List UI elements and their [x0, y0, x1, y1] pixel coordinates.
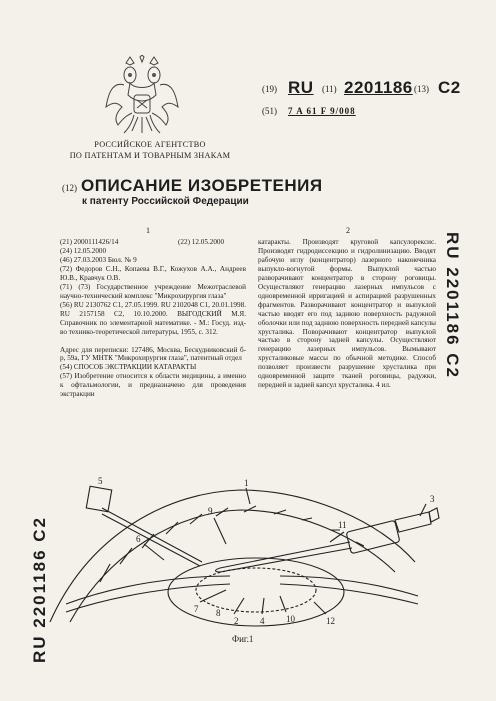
code-51: (51): [262, 106, 277, 116]
document-subtitle: к патенту Российской Федерации: [82, 196, 249, 207]
fig-label-3: 3: [430, 494, 435, 504]
application-number: (21) 2000111426/14: [60, 238, 119, 246]
code-19: (19): [262, 84, 277, 94]
figure-caption: Фиг.1: [232, 634, 254, 644]
publication-date: (46) 27.03.2003 Бюл. № 9: [60, 255, 137, 264]
fig-label-10: 10: [286, 614, 295, 624]
column-2-number: 2: [346, 226, 350, 235]
agency-line-1: РОССИЙСКОЕ АГЕНТСТВО: [94, 140, 206, 149]
fig-label-11: 11: [338, 520, 347, 530]
fig-label-5: 5: [98, 476, 103, 486]
agency-line-2: ПО ПАТЕНТАМ И ТОВАРНЫМ ЗНАКАМ: [69, 150, 231, 160]
cited-references: (56) RU 2130762 C1, 27.05.1999. RU 2102048 C1, 20.01.1998. RU 2157158 C2, 10.10.2000. ВЫГОДСКИЙ М.Я. Справочник по элементарной математике. - М.: Госуд. изд-во технико-теоретической литературы, 1955, с. 312.: [60, 300, 246, 336]
fig-label-12: 12: [326, 616, 335, 626]
abstract-text: катаракты. Производят круговой капсулорексис. Производят гидродиссекцию и гидролинизацию. Вводят рабочую иглу (концентратор) лазерного наконечника выпукло-вогнутой формы. Выпуклой частью разворачивают концентратор в сторону роговицы. Осуществляют генерацию лазерных импульсов с одновременной ирригацией и аспирацией разрушенных фрагментов. Разворачивают концентратор и выпуклой частью вводят его под заднюю поверхность радужной оболочки или под заднюю поверхность передней капсулы хрусталика. Поворачивают концентратор выпуклой частью в сторону задней капсулы. Осуществляют генерацию лазерных импульсов. Вымывают хрусталиковые массы по обычной методике. Способ позволяет произвести разрушение хрусталика при одновременной защите тканей роговицы, радужки, передней и задней капсул хрусталика. 4 ил.: [258, 238, 436, 390]
patent-number: 2201186: [344, 78, 413, 97]
side-label-right-text: RU 2201186 C2: [443, 232, 462, 379]
abstract-start: (57) Изобретение относится к области медицины, а именно к офтальмологии, и предназначено для проведения экстракции: [60, 372, 246, 399]
side-label-left-text: RU 2201186 C2: [30, 516, 49, 663]
fig-label-1: 1: [244, 478, 249, 488]
code-11: (11): [322, 84, 337, 94]
coat-of-arms-emblem: [104, 55, 180, 137]
invention-title: (54) СПОСОБ ЭКСТРАКЦИИ КАТАРАКТЫ: [60, 363, 197, 372]
title-text: ОПИСАНИЕ ИЗОБРЕТЕНИЯ: [81, 176, 323, 195]
fig-label-8: 8: [216, 608, 221, 618]
fig-label-4: 4: [260, 616, 265, 626]
correspondence-address: Адрес для переписки: 127486, Москва, Бескудниковский б-р, 59а, ГУ МНТК "Микрохирургия глаза", патентный отдел: [60, 345, 246, 363]
kind-code: C2: [438, 78, 461, 97]
patent-owner: (71) (73) Государственное учреждение Межотраслевой научно-технический комплекс "Микрохирургия глаза": [60, 282, 246, 300]
fig-label-9: 9: [208, 506, 213, 516]
filing-date: (22) 12.05.2000: [178, 238, 225, 246]
abstract-column: [258, 238, 436, 390]
inventors: (72) Федоров С.Н., Копаева В.Г., Кожухов А.А., Андреев Ю.В., Кравчук О.В.: [60, 264, 246, 282]
code-13: (13): [414, 84, 429, 94]
document-title: [62, 176, 323, 196]
fig-label-6: 6: [136, 534, 141, 544]
fig-label-2: 2: [234, 616, 239, 626]
ipc-class: 7 A 61 F 9/008: [288, 106, 356, 116]
country-code: RU: [288, 78, 314, 97]
figure-1-drawing: [30, 472, 470, 642]
column-1-number: 1: [146, 226, 150, 235]
patent-header: [262, 78, 477, 118]
effective-date: (24) 12.05.2000: [60, 247, 107, 255]
agency-name: [60, 140, 240, 161]
bibliographic-column: [60, 238, 246, 399]
fig-label-7: 7: [194, 604, 199, 614]
side-label-right: [440, 232, 468, 502]
code-12: (12): [62, 183, 77, 193]
